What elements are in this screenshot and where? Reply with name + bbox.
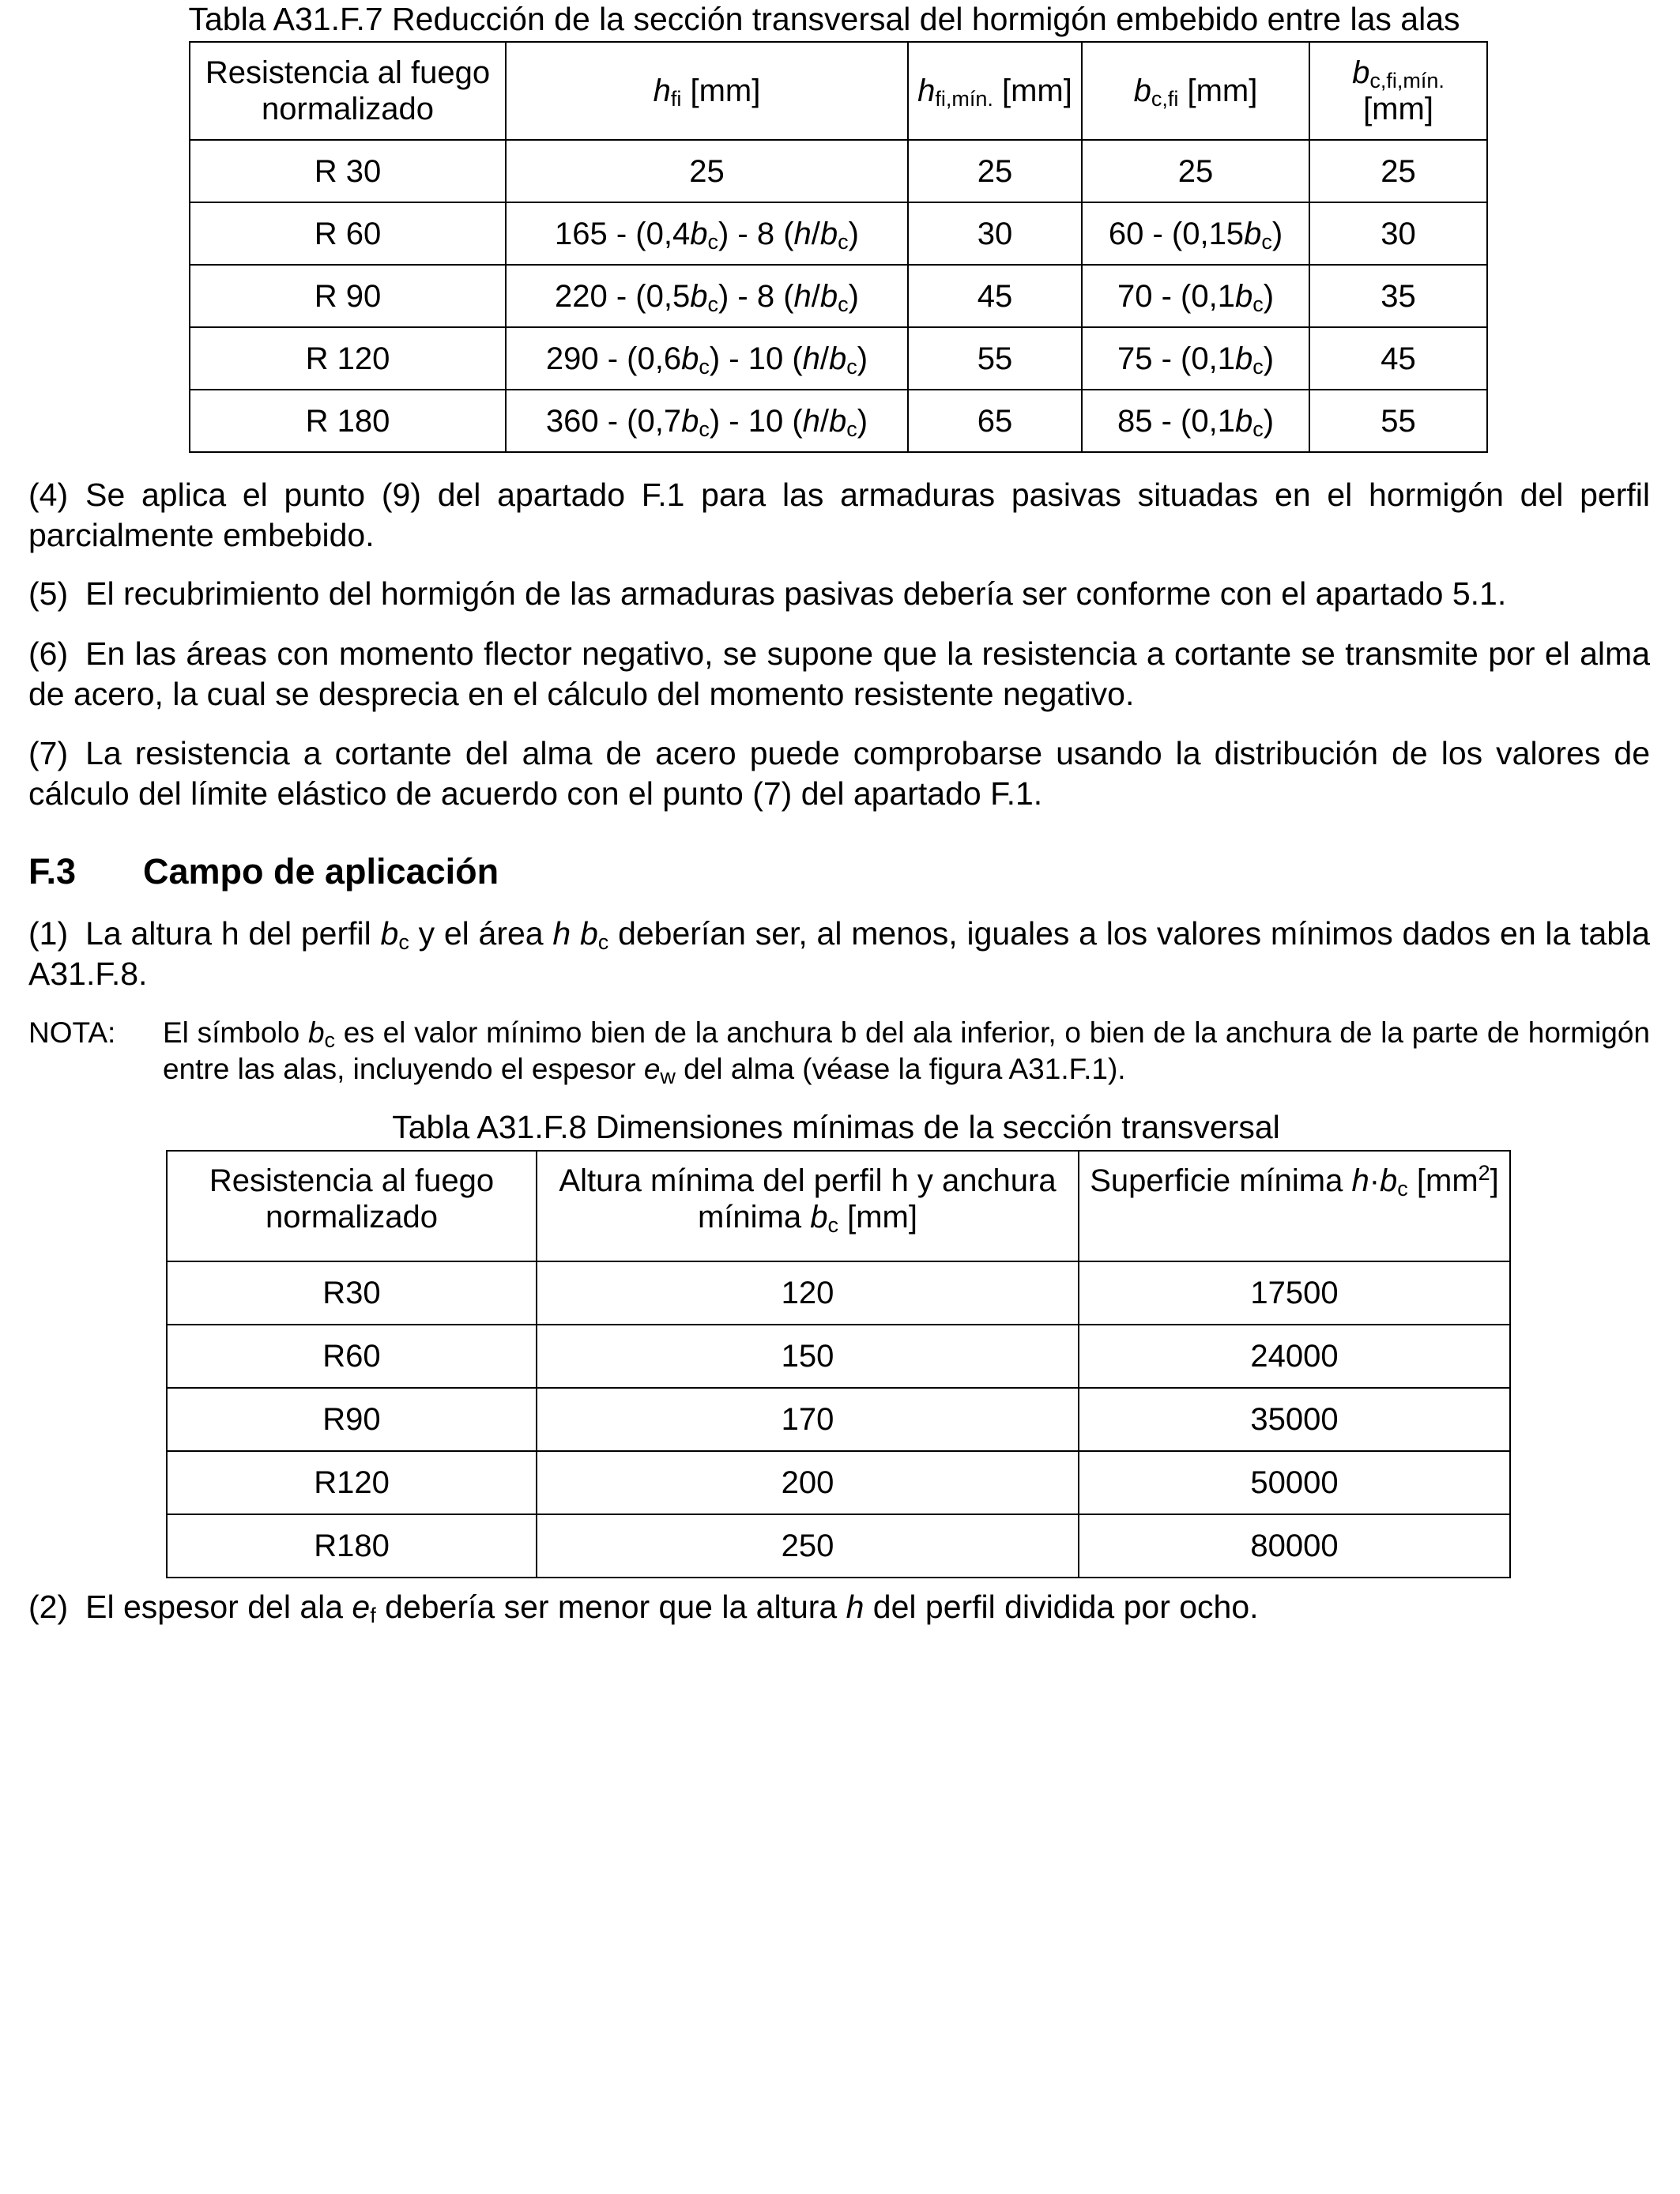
table8-cell-dimension: 200 xyxy=(537,1451,1079,1514)
table8-header-row xyxy=(167,1151,1510,1261)
table-row xyxy=(167,1325,1510,1388)
paragraph-number: (7) xyxy=(28,735,69,771)
table7-cell-bcfimin: 30 xyxy=(1309,202,1487,265)
section-heading xyxy=(28,850,499,893)
table7-cell-hfimin: 65 xyxy=(908,390,1082,452)
table8-cell-resistance: R120 xyxy=(167,1451,537,1514)
table7-cell-bcfi: $70 - (0,1b_c)$ xyxy=(1082,265,1309,327)
table7-cell-bcfimin: 55 xyxy=(1309,390,1487,452)
table7-cell-hfi: $165 - (0,4b_c) - 8$ $(h/b_c)$ xyxy=(506,202,908,265)
table7-cell-resistance: R 180 xyxy=(190,390,506,452)
f3-paragraph-2: (2) El espesor del ala $e_f$ debería ser menor que la altura h del perfil dividida por ocho. xyxy=(28,1589,1259,1627)
table7-cell-hfimin: 45 xyxy=(908,265,1082,327)
table-row xyxy=(190,390,1487,452)
paragraph-text: En las áreas con momento flector negativo, se supone que la resistencia a cortante se transmite por el alma de acero, la cual se desprecia en el cálculo del momento resistente negativo. xyxy=(28,635,1650,712)
table7-cell-bcfi: $75 - (0,1b_c)$ xyxy=(1082,327,1309,390)
table8-cell-resistance: R90 xyxy=(167,1388,537,1451)
table-row xyxy=(167,1514,1510,1578)
table8-cell-area: 35000 xyxy=(1079,1388,1510,1451)
table8-header-dimension: Altura mínima del perfil h y anchura mínima $b_c$ [mm] xyxy=(537,1151,1079,1261)
paragraph-number: (4) xyxy=(28,477,69,513)
table7-cell-bcfi: 25 xyxy=(1082,140,1309,202)
note xyxy=(28,1015,1650,1088)
table8-cell-dimension: 170 xyxy=(537,1388,1079,1451)
table-row xyxy=(190,265,1487,327)
paragraph-number: (5) xyxy=(28,575,69,612)
table7-header-resistance: Resistencia al fuego normalizado xyxy=(190,42,506,140)
table8-cell-resistance: R30 xyxy=(167,1261,537,1325)
paragraph-number: (6) xyxy=(28,635,69,672)
table7-header-bcfimin: $b_{c,fi,mín.}$ [mm] xyxy=(1309,42,1487,140)
table8-cell-area: 50000 xyxy=(1079,1451,1510,1514)
table7-cell-hfimin: 30 xyxy=(908,202,1082,265)
paragraph-4 xyxy=(28,475,1650,556)
table7-cell-resistance: R 120 xyxy=(190,327,506,390)
paragraph-number: (2) xyxy=(28,1589,69,1625)
table7-cell-bcfimin: 25 xyxy=(1309,140,1487,202)
table8-cell-area: 80000 xyxy=(1079,1514,1510,1578)
table-row xyxy=(167,1388,1510,1451)
paragraph-number: (1) xyxy=(28,915,69,952)
table7-cell-resistance: R 30 xyxy=(190,140,506,202)
table7 xyxy=(189,41,1488,453)
table7-cell-resistance: R 60 xyxy=(190,202,506,265)
paragraph-5 xyxy=(28,574,1650,614)
table7-header-hfimin: $h_{fi,mín.}$ [mm] xyxy=(908,42,1082,140)
table-row xyxy=(190,140,1487,202)
table8-cell-resistance: R60 xyxy=(167,1325,537,1388)
f3-paragraph-1: (1) La altura h del perfil $b_c$ y el área h $b_c$ deberían ser, al menos, iguales a los valores mínimos dados en la tabla A31.F.8. xyxy=(28,915,1650,992)
paragraph-7 xyxy=(28,733,1650,814)
section-title: Campo de aplicación xyxy=(143,851,499,892)
paragraph-text: El recubrimiento del hormigón de las armaduras pasivas debería ser conforme con el apartado 5.1. xyxy=(85,575,1507,612)
table7-cell-resistance: R 90 xyxy=(190,265,506,327)
table7-cell-bcfi: $60 - (0,15b_c)$ xyxy=(1082,202,1309,265)
table-row xyxy=(167,1261,1510,1325)
paragraph-6 xyxy=(28,634,1650,714)
table7-header-hfi: $h_{fi}$ [mm] xyxy=(506,42,908,140)
table7-cell-hfimin: 55 xyxy=(908,327,1082,390)
table7-cell-bcfimin: 45 xyxy=(1309,327,1487,390)
table7-cell-bcfimin: 35 xyxy=(1309,265,1487,327)
table7-cell-hfi: $360 - (0,7b_c) - 10$ $(h/b_c)$ xyxy=(506,390,908,452)
table7-caption: Tabla A31.F.7 Reducción de la sección transversal del hormigón embebido entre las alas xyxy=(188,1,1460,37)
table7-cell-hfi: $220 - (0,5b_c) - 8$ $(h/b_c)$ xyxy=(506,265,908,327)
section-number: F.3 xyxy=(28,851,77,892)
paragraph-text: Se aplica el punto (9) del apartado F.1 para las armaduras pasivas situadas en el hormigón del perfil parcialmente embebido. xyxy=(28,477,1650,553)
table7-cell-bcfi: $85 - (0,1b_c)$ xyxy=(1082,390,1309,452)
table7-cell-hfi: $290 - (0,6b_c) - 10$ $(h/b_c)$ xyxy=(506,327,908,390)
table7-cell-hfi: 25 xyxy=(506,140,908,202)
table8-cell-resistance: R180 xyxy=(167,1514,537,1578)
table8-cell-dimension: 250 xyxy=(537,1514,1079,1578)
table7-cell-hfimin: 25 xyxy=(908,140,1082,202)
table8-cell-dimension: 150 xyxy=(537,1325,1079,1388)
paragraph-text: La resistencia a cortante del alma de acero puede comprobarse usando la distribución de los valores de cálculo del límite elástico de acuerdo con el punto (7) del apartado F.1. xyxy=(28,735,1650,812)
table-row xyxy=(190,202,1487,265)
table-row xyxy=(167,1451,1510,1514)
table8 xyxy=(166,1150,1511,1578)
table8-header-area: Superficie mínima $h\cdot b_c$ $[mm^2]$ xyxy=(1079,1151,1510,1261)
table8-caption: Tabla A31.F.8 Dimensiones mínimas de la sección transversal xyxy=(392,1109,1280,1145)
table7-header-bcfi: $b_{c,fi}$ [mm] xyxy=(1082,42,1309,140)
table8-cell-dimension: 120 xyxy=(537,1261,1079,1325)
table-row xyxy=(190,327,1487,390)
table8-cell-area: 24000 xyxy=(1079,1325,1510,1388)
table8-header-resistance: Resistencia al fuego normalizado xyxy=(167,1151,537,1261)
note-text: El símbolo $b_c$ es el valor mínimo bien de la anchura b del ala inferior, o bien de la anchura de la parte de hormigón entre las alas, incluyendo el espesor $e_w$ del alma (véase la figura A31.F.1). xyxy=(163,1016,1650,1088)
note-label: NOTA: xyxy=(28,1016,116,1049)
table7-header-row xyxy=(190,42,1487,140)
table8-cell-area: 17500 xyxy=(1079,1261,1510,1325)
